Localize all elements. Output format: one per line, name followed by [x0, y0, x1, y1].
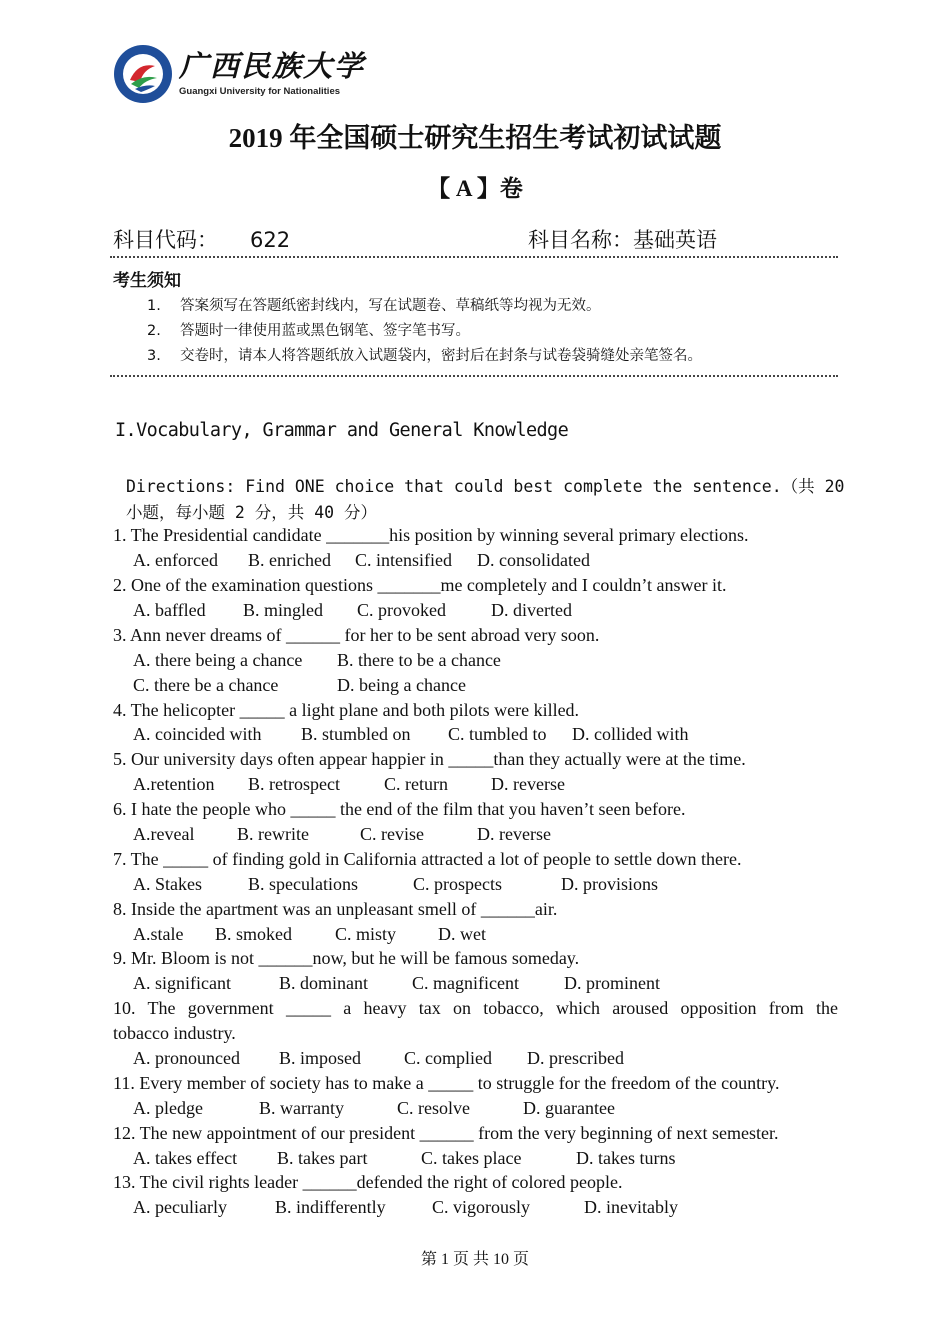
directions-line-1: Directions: Find ONE choice that could best complete the sentence.（共 20	[126, 477, 845, 496]
options-3a: A. there being a chance B. there to be a chance	[133, 650, 501, 670]
subject-name-value: 基础英语	[633, 228, 717, 252]
options-13: A. peculiarly B. indifferently C. vigorously D. inevitably	[133, 1197, 678, 1217]
question-10-line-1: 10. The government _____ a heavy tax on tobacco, which aroused opposition from the	[113, 998, 838, 1018]
question-1: 1. The Presidential candidate _______his position by winning several primary elections.	[113, 525, 749, 545]
question-6: 6. I hate the people who _____ the end of the film that you haven’t seen before.	[113, 799, 686, 819]
options-3b: C. there be a chance D. being a chance	[133, 675, 466, 695]
paper-version: 【 A 】卷	[427, 176, 523, 201]
notice-item: 1. 答案须写在答题纸密封线内，写在试题卷、草稿纸等均视为无效。	[147, 298, 601, 314]
options-4: A. coincided with B. stumbled on C. tumbled to D. collided with	[133, 724, 689, 744]
subject-code-value: 622	[250, 228, 291, 252]
subject-name	[528, 224, 717, 254]
logo-chinese-text: 广西民族大学	[179, 49, 366, 83]
question-13: 13. The civil rights leader ______defended the right of colored people.	[113, 1172, 623, 1192]
logo-english-text: Guangxi University for Nationalities	[179, 86, 341, 97]
options-1: A. enforced B. enriched C. intensified D. consolidated	[133, 550, 590, 570]
question-5: 5. Our university days often appear happier in _____than they actually were at the time.	[113, 749, 746, 769]
bottom-dotted-divider	[110, 375, 838, 377]
exam-title: 2019 年全国硕士研究生招生考试初试试题	[228, 123, 722, 153]
question-9: 9. Mr. Bloom is not ______now, but he will be famous someday.	[113, 948, 580, 968]
university-seal-icon	[113, 44, 173, 104]
notice-item: 3. 交卷时，请本人将答题纸放入试题袋内，密封后在封条与试卷袋骑缝处亲笔签名。	[147, 348, 702, 364]
options-7: A. Stakes B. speculations C. prospects D. provisions	[133, 874, 659, 894]
question-10-line-2: tobacco industry.	[113, 1023, 236, 1043]
notice-item: 2. 答题时一律使用蓝或黑色钢笔、签字笔书写。	[147, 323, 470, 339]
notice-title: 考生须知	[113, 271, 181, 291]
page-footer: 第 1 页 共 10 页	[420, 1251, 529, 1268]
options-8: A.stale B. smoked C. misty D. wet	[133, 924, 486, 944]
question-4: 4. The helicopter _____ a light plane and both pilots were killed.	[113, 700, 580, 720]
options-5: A.retention B. retrospect C. return D. reverse	[133, 774, 565, 794]
directions-line-2: 小题，每小题 2 分，共 40 分）	[126, 503, 378, 522]
subject-code-label: 科目代码：	[113, 228, 218, 252]
subject-code	[113, 224, 290, 254]
question-11: 11. Every member of society has to make a _____ to struggle for the freedom of the country.	[113, 1073, 780, 1093]
options-12: A. takes effect B. takes part C. takes place D. takes turns	[133, 1148, 676, 1168]
question-8: 8. Inside the apartment was an unpleasant smell of ______air.	[113, 899, 558, 919]
question-12: 12. The new appointment of our president ______ from the very beginning of next semester.	[113, 1123, 779, 1143]
subject-name-label: 科目名称：	[528, 228, 633, 252]
options-2: A. baffled B. mingled C. provoked D. diverted	[133, 600, 572, 620]
top-dotted-divider	[110, 256, 838, 258]
university-logo	[113, 42, 366, 106]
options-6: A.reveal B. rewrite C. revise D. reverse	[133, 824, 551, 844]
question-3: 3. Ann never dreams of ______ for her to be sent abroad very soon.	[113, 625, 600, 645]
options-11: A. pledge B. warranty C. resolve D. guarantee	[133, 1098, 615, 1118]
options-10: A. pronounced B. imposed C. complied D. prescribed	[133, 1048, 624, 1068]
section-title: I.Vocabulary, Grammar and General Knowledge	[115, 420, 569, 441]
question-7: 7. The _____ of finding gold in California attracted a lot of people to settle down there.	[113, 849, 742, 869]
question-2: 2. One of the examination questions _______me completely and I couldn’t answer it.	[113, 575, 727, 595]
options-9: A. significant B. dominant C. magnificent D. prominent	[133, 973, 660, 993]
